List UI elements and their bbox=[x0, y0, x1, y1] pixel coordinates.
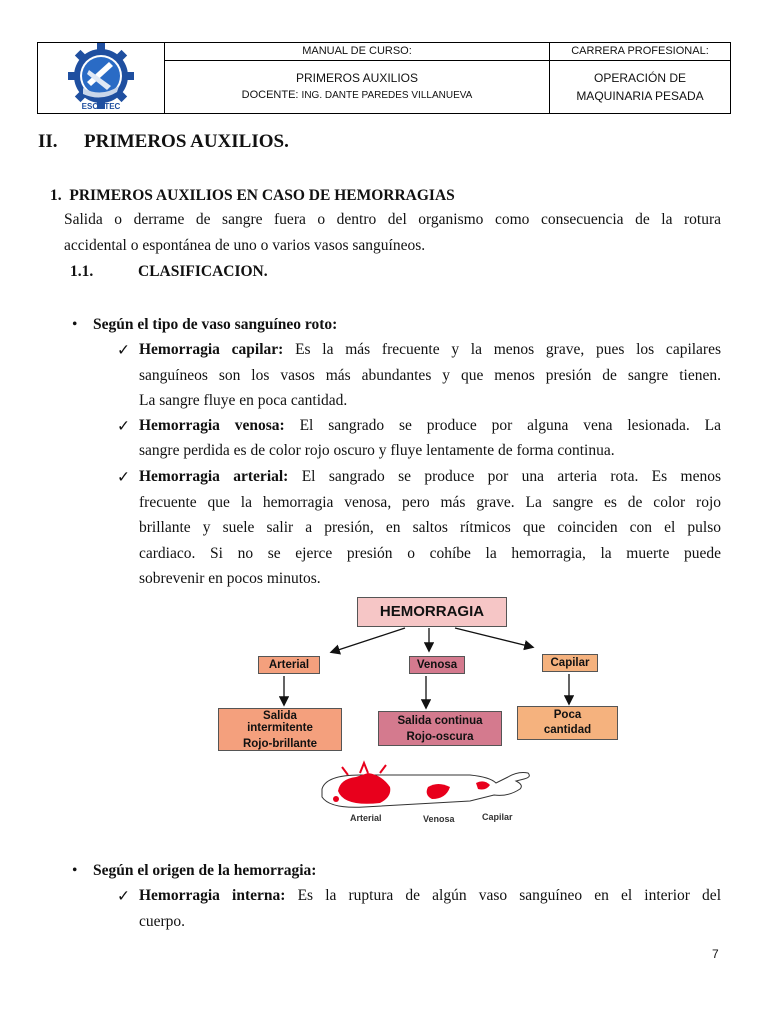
manual-label: MANUAL DE CURSO: bbox=[165, 43, 550, 61]
item-capilar-term: Hemorragia capilar: bbox=[139, 341, 284, 358]
check-icon: ✓ bbox=[117, 888, 130, 905]
item-capilar-line-2: sanguíneos son los vasos más abundantes y que menos presión de sangre tienen. bbox=[139, 367, 721, 384]
item-arterial-line-2: frecuente que la hemorragia venosa, pero más grave. La sangre es de color rojo bbox=[139, 494, 721, 511]
item-venosa-line-2: sangre perdida es de color rojo oscuro y fluye lentamente de forma continua. bbox=[139, 442, 615, 459]
arm-label-venosa: Venosa bbox=[423, 814, 455, 824]
bullet2-title: Según el origen de la hemorragia: bbox=[93, 862, 317, 879]
career-label: CARRERA PROFESIONAL: bbox=[550, 43, 730, 61]
classification-heading bbox=[70, 263, 268, 281]
course-name: PRIMEROS AUXILIOS bbox=[295, 71, 419, 85]
item-capilar-line-1: Hemorragia capilar: Es la más frecuente y la menos grave, pues los capilares bbox=[139, 341, 722, 358]
check-icon: ✓ bbox=[117, 469, 130, 486]
diagram-type-capilar: Capilar bbox=[542, 654, 598, 672]
career-cell bbox=[550, 61, 730, 113]
subsection-number: 1. bbox=[50, 187, 62, 204]
teacher-label: DOCENTE: bbox=[241, 89, 299, 101]
item-arterial-term: Hemorragia arterial: bbox=[139, 468, 289, 485]
arm-label-capilar: Capilar bbox=[482, 812, 513, 822]
subsection-heading bbox=[50, 187, 455, 205]
bullet1-title: Según el tipo de vaso sanguíneo roto: bbox=[93, 316, 338, 333]
page-number: 7 bbox=[712, 947, 719, 961]
diagram-type-venosa: Venosa bbox=[409, 656, 465, 674]
diagram-desc-arterial: Salida intermitente Rojo-brillante bbox=[218, 708, 342, 751]
classification-title: CLASIFICACION. bbox=[138, 263, 268, 280]
classification-number: 1.1. bbox=[70, 263, 94, 280]
diagram-type-arterial: Arterial bbox=[258, 656, 320, 674]
item-arterial-line-1: Hemorragia arterial: El sangrado se produce por una arteria rota. Es menos bbox=[139, 468, 721, 485]
arm-illustration bbox=[322, 763, 529, 807]
item-interna-line-2: cuerpo. bbox=[139, 913, 186, 930]
career-line-2: MAQUINARIA PESADA bbox=[576, 89, 704, 103]
arm-label-arterial: Arterial bbox=[350, 813, 382, 823]
teacher-name: ING. DANTE PAREDES VILLANUEVA bbox=[301, 90, 473, 101]
document-header bbox=[37, 42, 731, 114]
diagram-desc-capilar: Poca cantidad bbox=[517, 706, 618, 740]
item-arterial-line-5: sobrevenir en pocos minutos. bbox=[139, 570, 321, 587]
section-title: PRIMEROS AUXILIOS. bbox=[84, 131, 289, 152]
item-interna-line-1: Hemorragia interna: Es la ruptura de algún vaso sanguíneo en el interior del bbox=[139, 887, 721, 904]
logo-cell bbox=[38, 43, 165, 113]
course-cell bbox=[165, 61, 550, 113]
diagram-root: HEMORRAGIA bbox=[357, 597, 507, 627]
career-line-1: OPERACIÓN DE bbox=[593, 71, 686, 85]
check-icon: ✓ bbox=[117, 418, 130, 435]
escotec-logo bbox=[38, 43, 165, 113]
hemorrhage-diagram bbox=[210, 595, 630, 835]
item-arterial-line-4: cardiaco. Si no se ejerce presión o cohíbe la hemorragia, la muerte puede bbox=[139, 545, 721, 562]
logo-text: ESCOTEC bbox=[81, 102, 121, 111]
item-interna-term: Hemorragia interna: bbox=[139, 887, 286, 904]
teacher-line bbox=[165, 89, 549, 101]
diagram-desc-venosa: Salida continua Rojo-oscura bbox=[378, 711, 502, 746]
intro-line-1: Salida o derrame de sangre fuera o dentro del organismo como consecuencia de la rotura bbox=[64, 211, 721, 228]
bullet-dot-1: • bbox=[72, 316, 78, 333]
check-icon: ✓ bbox=[117, 342, 130, 359]
item-venosa-term: Hemorragia venosa: bbox=[139, 417, 285, 434]
section-number: II. bbox=[38, 131, 58, 152]
intro-line-2: accidental o espontánea de uno o varios vasos sanguíneos. bbox=[64, 237, 426, 254]
item-arterial-line-3: brillante y suele salir a presión, en saltos rítmicos que coinciden con el pulso bbox=[139, 519, 721, 536]
section-heading bbox=[38, 131, 289, 153]
item-venosa-line-1: Hemorragia venosa: El sangrado se produce por alguna vena lesionada. La bbox=[139, 417, 721, 434]
item-capilar-line-3: La sangre fluye en poca cantidad. bbox=[139, 392, 348, 409]
subsection-title: PRIMEROS AUXILIOS EN CASO DE HEMORRAGIAS bbox=[69, 187, 455, 204]
bullet-dot-2: • bbox=[72, 862, 78, 879]
